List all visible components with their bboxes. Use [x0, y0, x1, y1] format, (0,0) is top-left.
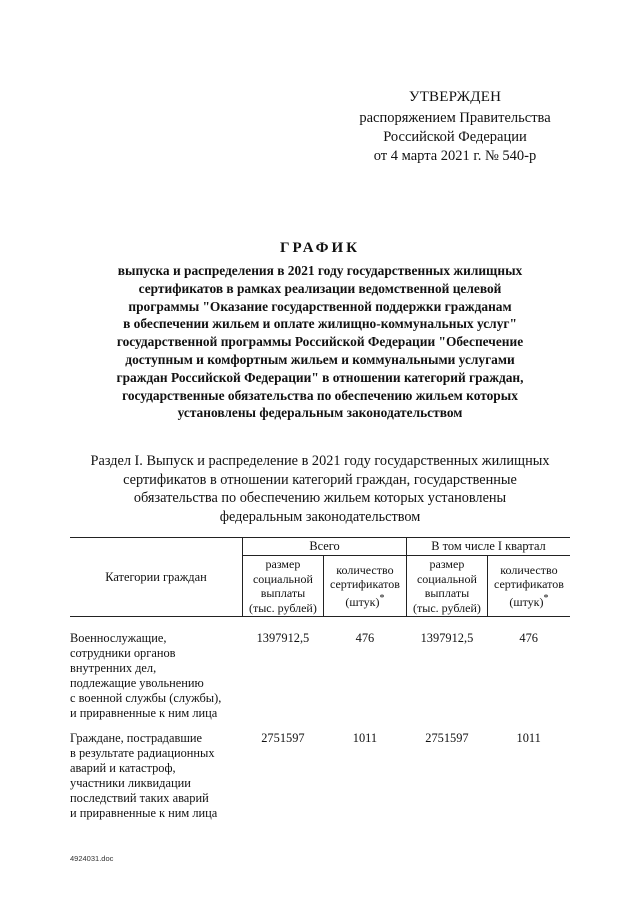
category-line: Военнослужащие, — [70, 631, 167, 645]
section-line: Раздел I. Выпуск и распределение в 2021 году государственных жилищных — [90, 453, 550, 469]
section-heading — [70, 452, 570, 526]
category-line: последствий таких аварий — [70, 791, 209, 805]
subtitle-line: программы "Оказание государственной поддержки гражданам — [128, 298, 512, 314]
total-count-cell: 1011 — [352, 731, 378, 745]
q1-count-cell: 1011 — [516, 731, 541, 745]
certificates-table — [70, 537, 570, 829]
category-line: подлежащие увольнению — [70, 676, 204, 690]
q1-count-header — [487, 556, 570, 617]
file-name-footer: 4924031.doc — [70, 854, 114, 863]
header-line — [326, 592, 404, 610]
subtitle-line: выпуска и распределения в 2021 году государственных жилищных — [117, 263, 523, 278]
category-line: с военной службы (службы), — [70, 691, 222, 705]
approval-line: распоряжением Правительства — [359, 110, 551, 126]
header-line: социальной — [252, 571, 313, 586]
header-line: количество — [500, 562, 558, 577]
header-line: выплаты — [260, 586, 306, 600]
total-count-cell: 476 — [355, 631, 375, 645]
category-line: внутренних дел, — [70, 661, 157, 675]
table-row — [70, 629, 570, 729]
section-line: федеральным законодательством — [219, 508, 421, 525]
header-line: социальной — [416, 571, 477, 586]
category-line: участники ликвидации — [70, 776, 191, 790]
document-subtitle — [70, 262, 570, 422]
category-line: сотрудники органов — [70, 646, 176, 660]
category-line: Граждане, пострадавшие — [70, 731, 202, 745]
section-line: обязательства по обеспечению жильем которых установлены — [133, 490, 507, 506]
category-cell — [70, 629, 243, 729]
category-line: аварий и катастроф, — [70, 761, 176, 775]
approval-line: от 4 марта 2021 г. № 540-р — [373, 148, 537, 164]
subtitle-line: граждан Российской Федерации" в отношении категорий граждан, — [116, 369, 524, 385]
total-payment-header — [243, 556, 324, 617]
q1-payment-cell: 2751597 — [425, 731, 469, 745]
header-line: количество — [336, 562, 394, 577]
subtitle-line: установлены федеральным законодательством — [177, 405, 463, 421]
header-line: размер — [265, 557, 301, 571]
subtitle-line: в обеспечении жильем и оплате жилищно-коммунальных услуг" — [123, 316, 517, 332]
header-line — [490, 592, 568, 610]
category-cell — [70, 729, 243, 829]
header-line: размер — [429, 557, 465, 571]
total-payment-cell: 1397912,5 — [256, 631, 310, 645]
table-row — [70, 729, 570, 829]
header-line: (тыс. рублей) — [413, 600, 481, 615]
header-line: сертификатов — [493, 577, 564, 592]
approval-line: Российской Федерации — [383, 129, 527, 145]
footnote-mark: * — [543, 592, 549, 604]
subtitle-line: сертификатов в рамках реализации ведомственной целевой — [138, 280, 502, 296]
approval-heading: УТВЕРЖДЕН — [408, 89, 502, 105]
total-group-header: Всего — [243, 538, 407, 556]
total-payment-cell: 2751597 — [261, 731, 305, 745]
subtitle-line: доступным и комфортным жильем и коммунальными услугами — [125, 351, 515, 367]
header-text: (штук) — [509, 594, 544, 609]
header-line: сертификатов — [329, 577, 400, 592]
header-text: (штук) — [345, 594, 380, 609]
header-line: (тыс. рублей) — [249, 600, 317, 615]
q1-payment-header — [407, 556, 488, 617]
document-title: ГРАФИК — [279, 240, 361, 256]
approval-block — [340, 88, 570, 166]
subtitle-line: государственные обязательства по обеспечению жильем которых — [122, 387, 518, 403]
q1-group-header: В том числе I квартал — [407, 538, 570, 556]
subtitle-line: государственной программы Российской Федерации "Обеспечение — [116, 334, 524, 350]
category-line: и приравненные к ним лица — [70, 806, 218, 820]
total-count-header — [323, 556, 406, 617]
q1-payment-cell: 1397912,5 — [420, 631, 474, 645]
category-header: Категории граждан — [70, 538, 243, 617]
category-line: и приравненные к ним лица — [70, 706, 218, 720]
header-line: выплаты — [424, 586, 470, 600]
category-line: в результате радиационных — [70, 746, 215, 760]
section-line: сертификатов в отношении категорий граждан, государственные — [123, 471, 517, 488]
q1-count-cell: 476 — [519, 631, 538, 645]
footnote-mark: * — [379, 592, 385, 604]
